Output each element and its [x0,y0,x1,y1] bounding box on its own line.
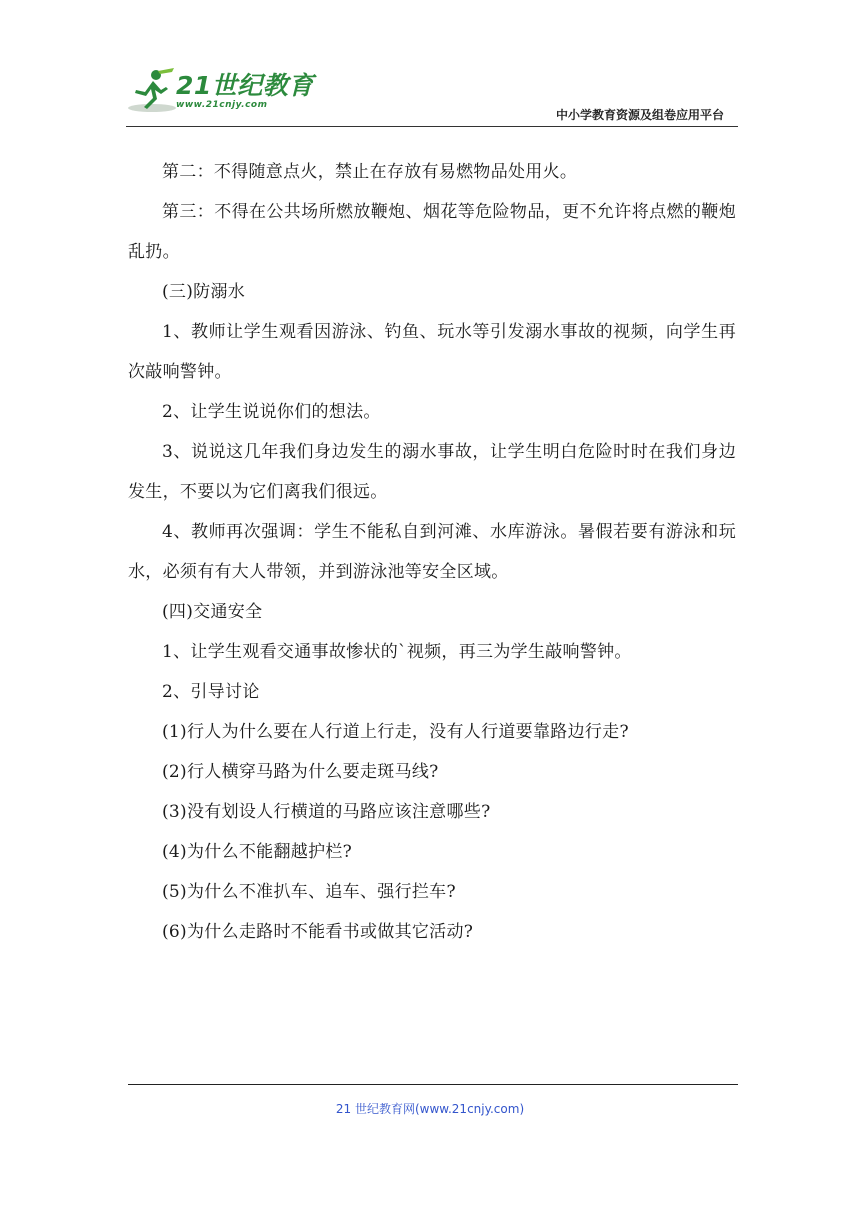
paragraph: 4、教师再次强调：学生不能私自到河滩、水库游泳。暑假若要有游泳和玩水，必须有有大人带领，并到游泳池等安全区域。 [128,522,736,582]
section-heading: (四)交通安全 [162,602,263,622]
platform-name: 中小学教育资源及组卷应用平台 [555,108,724,122]
footer-link[interactable]: 21 世纪教育网(www.21cnjy.com) [335,1102,525,1116]
site-logo[interactable] [126,68,314,116]
page-header [0,0,860,130]
section-heading: (三)防溺水 [162,282,246,302]
list-item: (6)为什么走路时不能看书或做其它活动? [162,922,474,942]
list-item: (4)为什么不能翻越护栏? [162,842,353,862]
paragraph: 第三：不得在公共场所燃放鞭炮、烟花等危险物品，更不允许将点燃的鞭炮乱扔。 [128,202,736,262]
document-body [128,152,736,952]
paragraph: 2、让学生说说你们的想法。 [162,402,381,422]
list-item: (2)行人横穿马路为什么要走斑马线? [162,762,439,782]
footer-divider [128,1084,738,1085]
paragraph: 1、教师让学生观看因游泳、钓鱼、玩水等引发溺水事故的视频，向学生再次敲响警钟。 [128,322,736,382]
paragraph: 2、引导讨论 [162,682,260,702]
paragraph: 1、让学生观看交通事故惨状的`视频，再三为学生敲响警钟。 [162,642,632,662]
paragraph: 第二：不得随意点火，禁止在存放有易燃物品处用火。 [162,162,578,182]
runner-logo-icon [126,68,178,114]
list-item: (1)行人为什么要在人行道上行走，没有人行道要靠路边行走? [162,722,629,742]
paragraph: 3、说说这几年我们身边发生的溺水事故，让学生明白危险时时在我们身边发生，不要以为它们离我们很远。 [128,442,736,502]
logo-url: www.21cnjy.com [176,100,268,110]
logo-text: 21世纪教育 [176,71,314,100]
list-item: (5)为什么不准扒车、追车、强行拦车? [162,882,456,902]
header-divider [126,126,738,127]
list-item: (3)没有划设人行横道的马路应该注意哪些? [162,802,491,822]
